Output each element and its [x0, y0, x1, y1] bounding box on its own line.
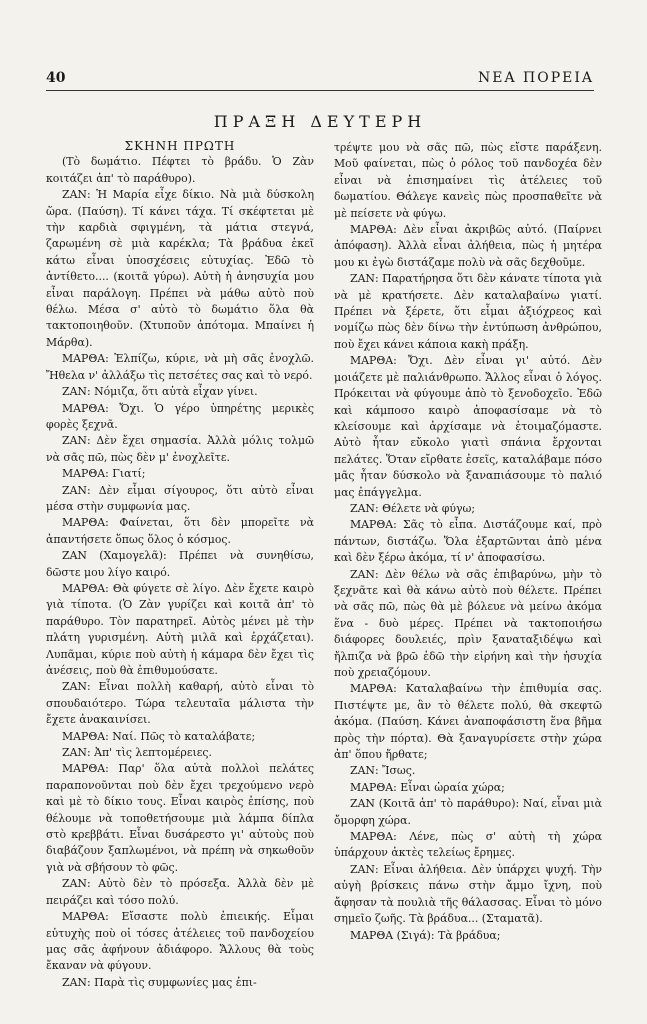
dialogue-paragraph: ΜΑΡΘΑ: Φαίνεται, ὅτι δὲν μπορεῖτε νὰ ἀπαντήσετε ὅπως ὅλος ὁ κόσμος. — [46, 516, 314, 546]
right-column — [334, 140, 602, 944]
stage-direction: (Τὸ δωμάτιο. Πέφτει τὸ βράδυ. Ὁ Ζὰν κοιτάζει ἀπ' τὸ παράθυρο). — [46, 155, 314, 185]
dialogue-paragraph: ΖΑΝ: Ἡ Μαρία εἶχε δίκιο. Νὰ μιὰ δύσκολη ὥρα. (Παύση). Τί κάνει τάχα. Τί σκέφτεται μὲ τὴν καρδιὰ σφιγμένη, τὰ μάτια στεγνά, ζαρωμένη σὲ μιὰ καρέκλα; Τὰ βράδυα ἐκεῖ κάτω εἶναι ὑποσχέσεις εὐτυχίας. Ἐδῶ τὸ ἀντίθετο.... (κοιτᾶ γύρω). Αὐτὴ ἡ ἀνησυχία μου εἶναι παράλογη. Πρέπει νὰ μάθω αὐτὸ ποὺ θέλω. Μέσα σ' αὐτὸ τὸ δωμάτιο ὅλα θὰ τακτοποιηθοῦν. (Χτυποῦν ἀπότομα. Μπαίνει ἡ Μάρθα). — [46, 188, 314, 349]
dialogue-paragraph: ΖΑΝ (Χαμογελᾶ): Πρέπει νὰ συνηθίσω, δῶστε μου λίγο καιρό. — [46, 549, 314, 579]
dialogue-paragraph: ΖΑΝ: Ἴσως. — [350, 764, 416, 778]
act-title: ΠΡΑΞΗ ΔΕΥΤΕΡΗ — [213, 112, 427, 131]
page-number: 40 — [46, 70, 66, 86]
dialogue-paragraph: ΜΑΡΘΑ: Ὄχι. Δὲν εἶναι γι' αὐτό. Δὲν μοιάζετε μὲ παλιάνθρωπο. Ἄλλος εἶναι ὁ λόγος. Πρόκειται νὰ φύγουμε ἀπὸ τὸ ξενοδοχεῖο. Ἐδῶ καὶ κάμποσο καιρὸ ἀποφασίσαμε νὰ τὸ κλείσουμε καὶ ἀρχίσαμε νὰ ἑτοιμαζόμαστε. Αὐτὸ ἦταν εὔκολο γιατὶ σπάνια ἔρχονται πελάτες. Ὅταν εἴρθατε ἐσεῖς, καταλάβαμε πόσο μᾶς ἦταν δύσκολο νὰ ξαναπιάσουμε τὸ παλιό μας ἐπάγγελμα. — [334, 354, 602, 499]
dialogue-paragraph: ΖΑΝ: Θέλετε νὰ φύγω; — [350, 501, 476, 515]
dialogue-paragraph: ΖΑΝ: Νόμιζα, ὅτι αὐτὰ εἶχαν γίνει. — [62, 385, 258, 399]
dialogue-paragraph: ΖΑΝ: Παρὰ τὶς συμφωνίες μας ἐπι- — [62, 975, 257, 989]
dialogue-paragraph: ΖΑΝ: Παρατήρησα ὅτι δὲν κάνατε τίποτα γιὰ νὰ μὲ κρατήσετε. Δὲν καταλαβαίνω γιατί. Πρέπει νὰ ξέρετε, ὅτι εἶμαι ἀξιόχρεος καὶ νομίζω πὼς δὲν δίνω τὴν ἐντύπωση ἀνθρώπου, ποὺ ἔχει κάνει κάποια κακὴ πράξη. — [334, 272, 602, 351]
dialogue-paragraph: ΖΑΝ: Εἶναι πολλὴ καθαρή, αὐτὸ εἶναι τὸ σπουδαιότερο. Τώρα τελευταῖα μάλιστα τὴν ἔχετε ἀνακαινίσει. — [46, 680, 314, 727]
dialogue-paragraph: ΜΑΡΘΑ: Λένε, πὼς σ' αὐτὴ τὴ χώρα ὑπάρχουν ἀκτὲς τελείως ἔρημες. — [334, 830, 602, 860]
left-column — [46, 138, 314, 991]
dialogue-paragraph: ΜΑΡΘΑ: Γιατί; — [62, 467, 146, 481]
dialogue-paragraph: ΖΑΝ: Εἶναι ἀλήθεια. Δὲν ὑπάρχει ψυχή. Τὴν αὐγὴ βρίσκεις πάνω στὴν ἄμμο ἴχνη, ποὺ ἄφησαν τὰ πουλιὰ τῆς θάλασσας. Εἶναι τὸ μόνο σημεῖο ζωῆς. Τὰ βράδυα... (Σταματᾶ). — [334, 862, 602, 926]
dialogue-paragraph: ΜΑΡΘΑ: Θὰ φύγετε σὲ λίγο. Δὲν ἔχετε καιρὸ γιὰ τίποτα. (Ὁ Ζὰν γυρίζει καὶ κοιτᾶ ἀπ' τὸ παράθυρο. Τὸν παρατηρεῖ. Αὐτὸς μένει μὲ τὴν πλάτη γυρισμένη. Αὐτὴ μιλᾶ καὶ ἐρχάζεται). Λυπᾶμαι, κύριε ποὺ αὐτὴ ἡ κάμαρα δὲν ἔχει τὶς ἀνέσεις, ποὺ θὰ ἐπιθυμούσατε. — [46, 581, 314, 677]
dialogue-paragraph: ΜΑΡΘΑ: Εἶναι ὡραία χώρα; — [350, 780, 505, 794]
dialogue-paragraph: ΖΑΝ (Κοιτᾶ ἀπ' τὸ παράθυρο): Ναί, εἶναι μιὰ ὄμορφη χώρα. — [334, 797, 602, 827]
dialogue-paragraph: ΜΑΡΘΑ (Σιγά): Τὰ βράδυα; — [350, 928, 501, 942]
dialogue-paragraph: ΖΑΝ: Δὲν ἔχει σημασία. Ἀλλὰ μόλις τολμῶ νὰ σᾶς πῶ, πὼς δὲν μ' ἐνοχλεῖτε. — [46, 434, 314, 464]
dialogue-paragraph: ΜΑΡΘΑ: Σᾶς τὸ εἶπα. Διστάζουμε καί, πρὸ πάντων, διστάζω. Ὅλα ἐξαρτῶνται ἀπὸ μένα καὶ δὲν ξέρω ἀκόμα, τί ν' ἀποφασίσω. — [334, 518, 602, 565]
journal-title: ΝΕΑ ΠΟΡΕΙΑ — [478, 70, 594, 86]
dialogue-paragraph: ΜΑΡΘΑ: Ἐλπίζω, κύριε, νὰ μὴ σᾶς ἐνοχλῶ. Ἤθελα ν' ἀλλάξω τὶς πετσέτες σας καὶ τὸ νερό. — [46, 352, 314, 382]
dialogue-continuation: τρέψτε μου νὰ σᾶς πῶ, πὼς εἴστε παράξενη. Μοῦ φαίνεται, πὼς ὁ ρόλος τοῦ πανδοχέα δὲν εἶναι νὰ ἐπισημαίνει τὶς ἀτέλειες τοῦ δωματίου. Θάλεγε κανεὶς πὼς προσπαθεῖτε νὰ μὲ πείσετε νὰ φύγω. — [334, 141, 602, 220]
dialogue-paragraph: ΖΑΝ: Δὲν εἶμαι σίγουρος, ὅτι αὐτὸ εἶναι μέσα στὴν συμφωνία μας. — [46, 483, 314, 513]
dialogue-paragraph: ΜΑΡΘΑ: Ναί. Πῶς τὸ καταλάβατε; — [62, 729, 256, 743]
dialogue-paragraph: ΜΑΡΘΑ: Καταλαβαίνω τὴν ἐπιθυμία σας. Πιστέψτε με, ἂν τὸ θέλετε πολύ, θὰ σκεφτῶ ἀκόμα. (Παύση. Κάνει ἀναποφάσιστη ἕνα βῆμα πρὸς τὴν πόρτα). Θὰ ξαναγυρίσετε στὴν χώρα ἀπ' ὅπου ἤρθατε; — [334, 682, 602, 762]
running-header — [46, 70, 594, 91]
scene-title: ΣΚΗΝΗ ΠΡΩΤΗ — [124, 139, 236, 153]
dialogue-paragraph: ΜΑΡΘΑ: Δὲν εἶναι ἀκριβῶς αὐτό. (Παίρνει ἀπόφαση). Ἀλλὰ εἶναι ἀλήθεια, πὼς ἡ μητέρα μου κι ἐγὼ διστάζαμε πολὺ νὰ σᾶς δεχθοῦμε. — [334, 223, 602, 269]
dialogue-paragraph: ΖΑΝ: Αὐτὸ δὲν τὸ πρόσεξα. Ἀλλὰ δὲν μὲ πειράζει καὶ τόσο πολύ. — [46, 877, 314, 907]
dialogue-paragraph: ΜΑΡΘΑ: Παρ' ὅλα αὐτὰ πολλοὶ πελάτες παραπονοῦνται ποὺ δὲν ἔχει τρεχούμενο νερὸ καὶ μὲ τὸ δίκιο τους. Εἶναι καιρὸς ἐπίσης, ποὺ θέλουμε νὰ τοποθετήσουμε μιὰ λάμπα δίπλα στὸ κρεββάτι. Εἶναι δυσάρεστο γι' αὐτοὺς ποὺ διαβάζουν ξαπλωμένοι, νὰ πρέπη νὰ σηκωθοῦν γιὰ νὰ σβήσουν τὸ φῶς. — [46, 762, 314, 874]
dialogue-paragraph: ΜΑΡΘΑ: Εἴσαστε πολὺ ἐπιεικής. Εἶμαι εὐτυχὴς ποὺ οἱ τόσες ἀτέλειες τοῦ πανδοχείου μας σᾶς ἀφήνουν ἀδιάφορο. Ἄλλους θὰ τοὺς ἔκαναν νὰ φύγουν. — [46, 910, 314, 973]
dialogue-paragraph: ΖΑΝ: Ἀπ' τὶς λεπτομέρειες. — [62, 746, 212, 760]
dialogue-paragraph: ΖΑΝ: Δὲν θέλω νὰ σᾶς ἐπιβαρύνω, μὴν τὸ ξεχνᾶτε καὶ θὰ κάνω αὐτὸ ποὺ θέλετε. Πρέπει νὰ σᾶς πῶ, πὼς θὰ μὲ βόλευε νὰ μείνω ἀκόμα ἕνα - δυὸ μέρες. Πρέπει νὰ τακτοποιήσω διάφορες δουλειές, πρὶν ξαναταξιδέψω καὶ ἤλπιζα νὰ βρῶ ἐδῶ τὴν εἰρήνη καὶ τὴν ἡσυχία ποὺ χρειαζόμουν. — [334, 567, 602, 679]
dialogue-paragraph: ΜΑΡΘΑ: Ὄχι. Ὁ γέρο ὑπηρέτης μερικὲς φορὲς ξεχνᾶ. — [46, 401, 314, 431]
